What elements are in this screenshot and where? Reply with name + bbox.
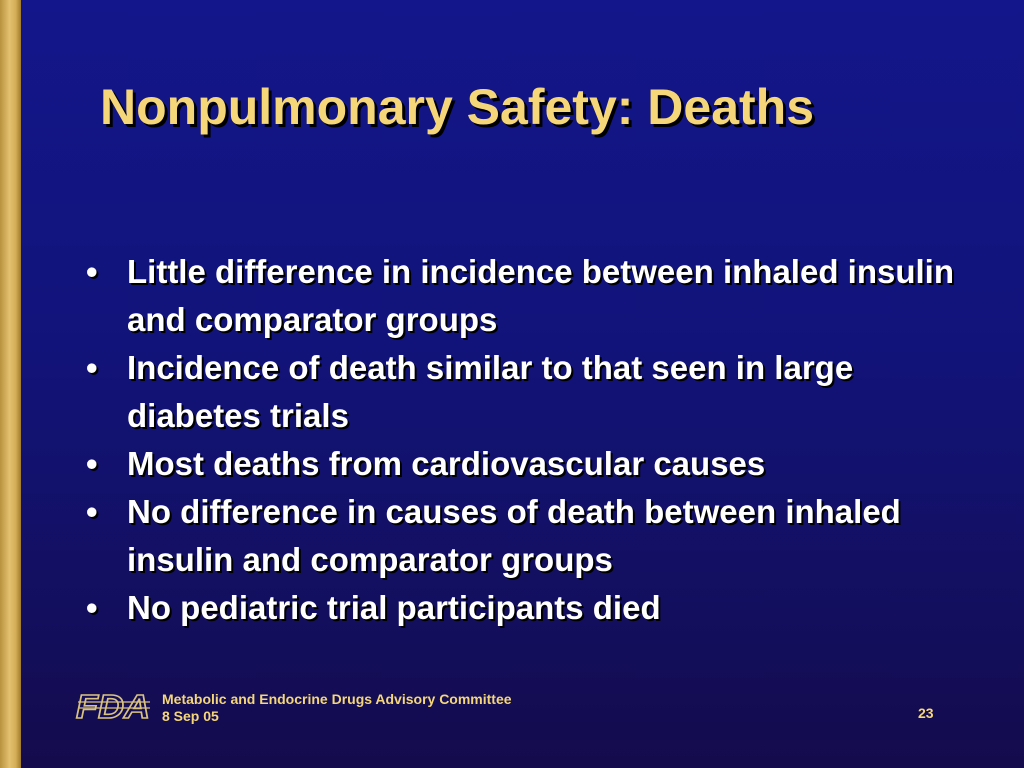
bullet-icon: •	[86, 253, 98, 290]
page-number: 23	[918, 705, 934, 721]
bullet-item	[86, 584, 966, 632]
presentation-date: 8 Sep 05	[162, 708, 219, 724]
fda-logo-text: FDA	[76, 688, 150, 724]
bullet-item	[86, 440, 966, 488]
bullet-text: Most deaths from cardiovascular causes	[127, 445, 766, 482]
footer-caption	[162, 691, 512, 725]
bullet-text: Little difference in incidence between inhaled insulin and comparator groups	[127, 253, 954, 338]
bullet-item	[86, 488, 966, 584]
fda-logo-icon	[74, 688, 154, 724]
bullet-text: No difference in causes of death between inhaled insulin and comparator groups	[127, 493, 901, 578]
bullet-item	[86, 248, 966, 344]
slide-title: Nonpulmonary Safety: Deaths	[100, 79, 815, 135]
bullet-icon: •	[86, 445, 98, 482]
bullet-item	[86, 344, 966, 440]
bullet-text: No pediatric trial participants died	[127, 589, 661, 626]
bullet-list	[86, 248, 966, 632]
bullet-icon: •	[86, 349, 98, 386]
bullet-icon: •	[86, 589, 98, 626]
accent-bar	[0, 0, 21, 768]
committee-name: Metabolic and Endocrine Drugs Advisory Committee	[162, 691, 512, 707]
bullet-icon: •	[86, 493, 98, 530]
bullet-text: Incidence of death similar to that seen in large diabetes trials	[127, 349, 854, 434]
